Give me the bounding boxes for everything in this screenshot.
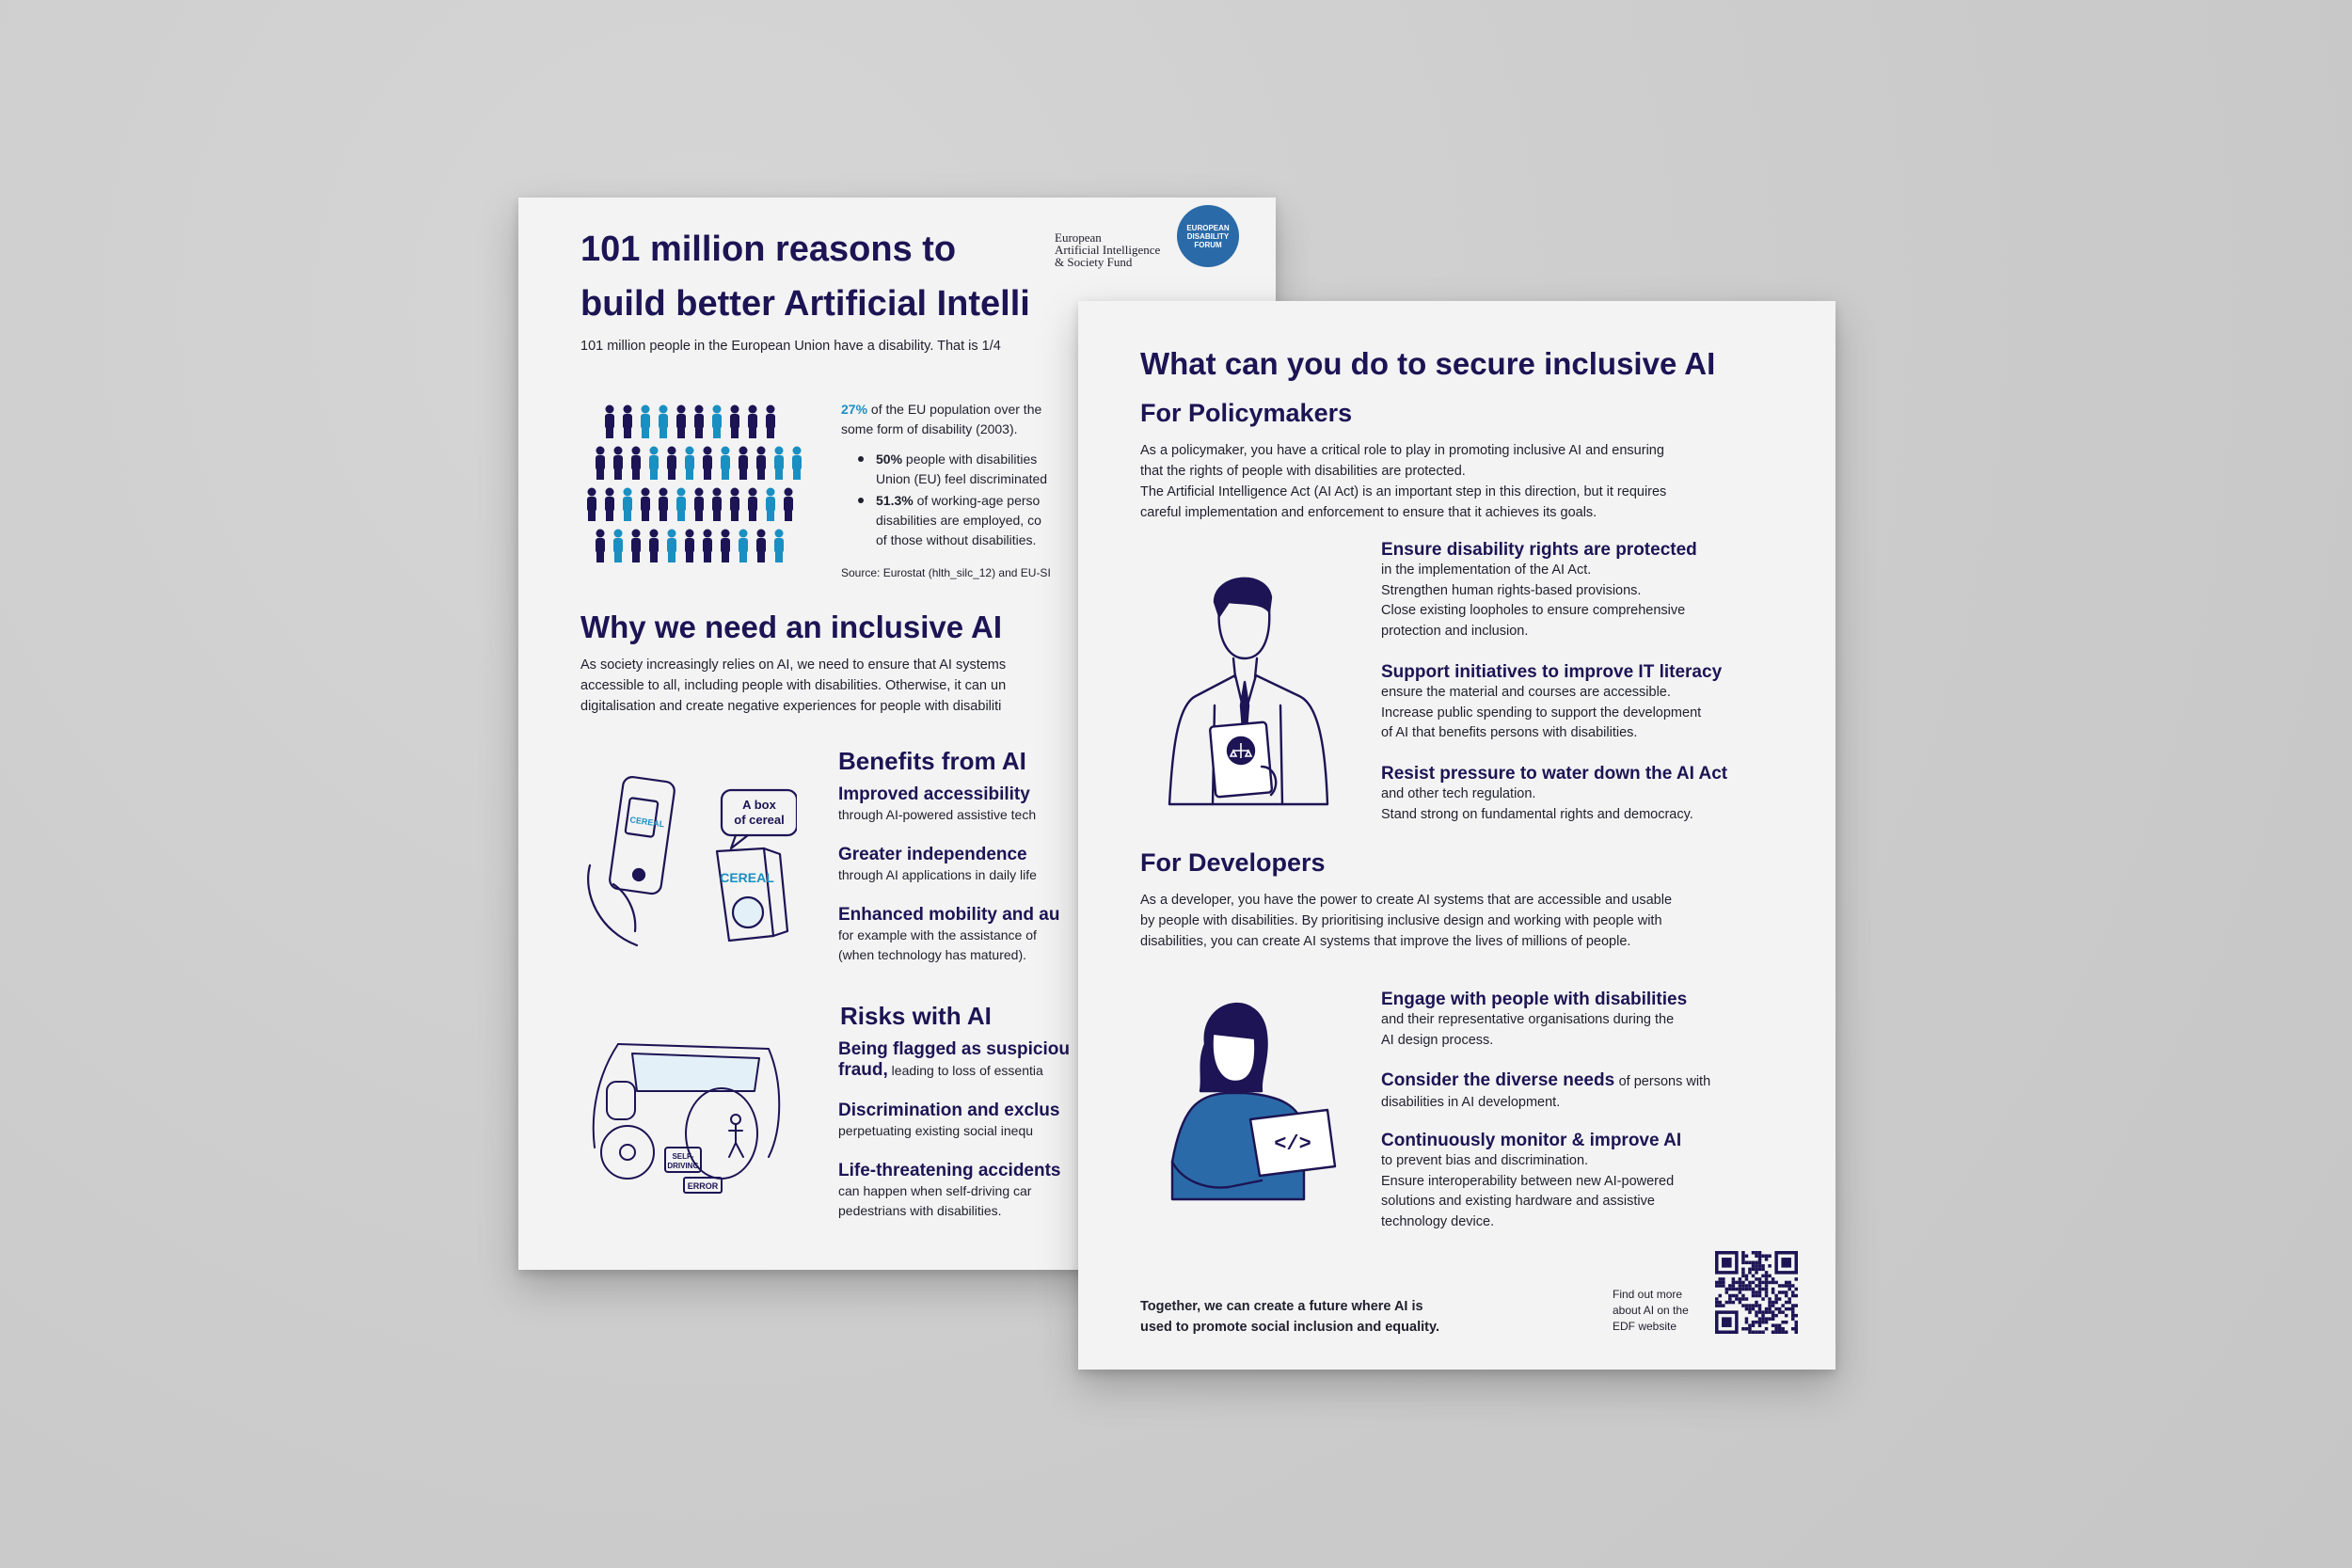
benefits-heading: Benefits from AI	[838, 747, 1026, 775]
person-icon	[748, 405, 757, 439]
risk-item	[838, 1161, 1061, 1221]
qr-code-icon[interactable]	[1715, 1251, 1798, 1334]
benefit-text: through AI-powered assistive tech	[838, 807, 1037, 822]
person-icon	[784, 488, 793, 522]
stat-bullet-51	[876, 491, 1041, 550]
dev-item-text: of persons with	[1618, 1074, 1711, 1089]
policy-item-text: Stand strong on fundamental rights and democracy.	[1381, 806, 1693, 822]
driving-label: DRIVING	[667, 1162, 699, 1170]
developers-heading: For Developers	[1140, 848, 1326, 877]
risk-title: Being flagged as suspiciou	[838, 1039, 1070, 1059]
policymaker-illustration	[1158, 564, 1346, 814]
risks-heading: Risks with AI	[840, 1002, 992, 1030]
stat-text: of the EU population over the	[870, 402, 1042, 417]
person-icon	[703, 530, 712, 563]
person-icon	[766, 488, 775, 522]
person-icon	[756, 447, 766, 481]
person-icon	[694, 405, 704, 439]
stat-value: 51.3%	[876, 493, 914, 508]
person-icon	[712, 488, 722, 522]
developers-paragraph	[1140, 890, 1799, 952]
policy-item-text: ensure the material and courses are accessible.	[1381, 685, 1671, 700]
back-title-line2: build better Artificial Intelli	[580, 284, 1030, 324]
dev-item-title: Engage with people with disabilities	[1381, 990, 1688, 1009]
ai-society-fund-logo	[1055, 231, 1160, 268]
box-cereal-label: CEREAL	[720, 870, 774, 885]
edf-logo-line: EUROPEAN	[1186, 224, 1230, 232]
edf-logo-line: FORUM	[1194, 241, 1222, 249]
person-icon	[685, 447, 694, 481]
benefit-text: through AI applications in daily life	[838, 867, 1037, 882]
stat-27-percent	[841, 400, 1041, 439]
risk-title: Life-threatening accidents	[838, 1161, 1061, 1180]
para-line: careful implementation and enforcement to ensure that it achieves its goals.	[1140, 505, 1597, 520]
policy-item-text: in the implementation of the AI Act.	[1381, 562, 1592, 578]
stat-text: of working-age perso	[916, 493, 1041, 508]
logo-line: Artificial Intelligence	[1055, 243, 1161, 257]
risk-title: Discrimination and exclus	[838, 1101, 1060, 1120]
person-icon	[587, 488, 596, 522]
policy-item-text: and other tech regulation.	[1381, 786, 1536, 801]
policy-item-resist	[1381, 764, 1727, 825]
para-line: As society increasingly relies on AI, we need to ensure that AI systems	[580, 657, 1007, 673]
self-label: SELF-	[672, 1152, 694, 1161]
para-line: disabilities, you can create AI systems that improve the lives of millions of people.	[1140, 934, 1631, 949]
person-icon	[792, 447, 802, 481]
dev-item-title: Continuously monitor & improve AI	[1381, 1131, 1682, 1150]
policy-item-text: Close existing loopholes to ensure comprehensive	[1381, 603, 1686, 618]
closing-statement	[1140, 1296, 1439, 1338]
dev-item-title: Consider the diverse needs	[1381, 1070, 1615, 1090]
bubble-line1: A box	[742, 798, 776, 812]
front-title: What can you do to secure inclusive AI	[1140, 346, 1716, 381]
person-icon	[774, 447, 784, 481]
para-line: digitalisation and create negative experiences for people with disabiliti	[580, 699, 1002, 714]
policy-item-title: Resist pressure to water down the AI Act	[1381, 764, 1728, 784]
qr-caption-line: EDF website	[1613, 1320, 1677, 1333]
bullet-dot	[858, 498, 864, 503]
stat-text: of those without disabilities.	[876, 532, 1037, 547]
person-icon	[667, 447, 676, 481]
person-icon	[623, 405, 632, 439]
person-icon	[649, 530, 659, 563]
policy-item-literacy	[1381, 662, 1722, 744]
policy-item-rights	[1381, 540, 1697, 641]
person-icon	[676, 405, 686, 439]
dev-item-text: disabilities in AI development.	[1381, 1094, 1561, 1110]
qr-caption	[1613, 1287, 1689, 1335]
risk-title: fraud,	[838, 1060, 888, 1080]
benefit-text: for example with the assistance of	[838, 927, 1037, 942]
person-icon	[667, 530, 676, 563]
stat-text: Union (EU) feel discriminated	[876, 471, 1048, 486]
person-icon	[659, 405, 668, 439]
developer-illustration	[1149, 988, 1356, 1204]
person-icon	[730, 488, 739, 522]
risk-text: perpetuating existing social inequ	[838, 1123, 1034, 1138]
edf-logo	[1177, 205, 1239, 267]
person-icon	[596, 447, 605, 481]
dev-item-text: and their representative organisations during the	[1381, 1012, 1675, 1027]
person-icon	[596, 530, 605, 563]
benefit-item	[838, 784, 1036, 825]
dev-item-engage	[1381, 990, 1687, 1051]
person-icon	[766, 405, 775, 439]
person-icon	[756, 530, 766, 563]
stat-text: disabilities are employed, co	[876, 513, 1041, 528]
para-line: that the rights of people with disabilities are protected.	[1140, 464, 1466, 479]
para-line: As a developer, you have the power to create AI systems that are accessible and usable	[1140, 893, 1673, 908]
person-icon	[631, 447, 641, 481]
dev-item-text: technology device.	[1381, 1213, 1495, 1229]
policy-item-title: Ensure disability rights are protected	[1381, 540, 1697, 560]
why-heading: Why we need an inclusive AI	[580, 610, 1003, 644]
person-icon	[641, 488, 650, 522]
policymakers-paragraph	[1140, 440, 1799, 523]
person-icon	[712, 405, 722, 439]
dev-item-text: Ensure interoperability between new AI-powered	[1381, 1173, 1675, 1189]
person-icon	[730, 405, 739, 439]
logo-line: European	[1055, 230, 1102, 245]
benefit-title: Enhanced mobility and au	[838, 905, 1060, 925]
stat-value: 50%	[876, 451, 903, 467]
para-line: The Artificial Intelligence Act (AI Act) is an important step in this direction, but it requires	[1140, 484, 1667, 499]
person-icon	[748, 488, 757, 522]
error-label: ERROR	[687, 1181, 719, 1191]
person-icon	[676, 488, 686, 522]
person-icon	[631, 530, 641, 563]
back-subtitle: 101 million people in the European Union have a disability. That is 1/4	[580, 339, 1001, 354]
person-icon	[721, 447, 730, 481]
qr-caption-line: about AI on the	[1613, 1304, 1689, 1317]
bullet-dot	[858, 456, 864, 462]
person-icon	[685, 530, 694, 563]
benefit-item	[838, 905, 1059, 965]
source-note: Source: Eurostat (hlth_silc_12) and EU-SI	[841, 566, 1051, 579]
closing-line: used to promote social inclusion and equality.	[1140, 1320, 1439, 1335]
dev-item-text: solutions and existing hardware and assistive	[1381, 1194, 1655, 1209]
policy-item-text: of AI that benefits persons with disabilities.	[1381, 725, 1638, 740]
person-icon	[659, 488, 668, 522]
person-icon	[703, 447, 712, 481]
person-icon	[641, 405, 650, 439]
phone-cereal-label: CEREAL	[628, 815, 665, 830]
person-icon	[613, 447, 623, 481]
risk-item	[838, 1101, 1059, 1141]
risk-text: leading to loss of essentia	[891, 1063, 1043, 1078]
back-title-line1: 101 million reasons to	[580, 230, 957, 269]
person-icon	[613, 530, 623, 563]
policy-item-text: Strengthen human rights-based provisions.	[1381, 582, 1642, 598]
dev-item-text: AI design process.	[1381, 1032, 1494, 1048]
benefit-item	[838, 845, 1037, 885]
para-line: As a policymaker, you have a critical role to play in promoting inclusive AI and ensuring	[1140, 443, 1664, 458]
person-icon	[721, 530, 730, 563]
person-icon	[774, 530, 784, 563]
crowd-illustration	[580, 390, 806, 569]
benefit-title: Improved accessibility	[838, 784, 1030, 804]
edf-logo-line: DISABILITY	[1186, 232, 1230, 241]
stat-value: 27%	[841, 402, 868, 417]
qr-caption-line: Find out more	[1613, 1288, 1683, 1301]
person-icon	[739, 530, 748, 563]
bubble-line2: of cereal	[734, 813, 785, 827]
person-icon	[649, 447, 659, 481]
risk-text: can happen when self-driving car	[838, 1183, 1032, 1198]
policymakers-heading: For Policymakers	[1140, 399, 1353, 427]
stat-text: people with disabilities	[905, 451, 1038, 467]
phone-cereal-illustration	[580, 771, 797, 950]
person-icon	[739, 447, 748, 481]
dev-item-needs	[1381, 1070, 1710, 1113]
why-paragraph	[580, 655, 1006, 717]
person-icon	[605, 405, 614, 439]
policy-item-text: Increase public spending to support the development	[1381, 705, 1702, 721]
person-icon	[605, 488, 614, 522]
benefit-title: Greater independence	[838, 845, 1027, 864]
front-flyer-page	[1078, 301, 1836, 1370]
logo-line: & Society Fund	[1055, 255, 1133, 269]
code-symbol: </>	[1274, 1132, 1311, 1156]
risk-item	[838, 1039, 1070, 1081]
closing-line: Together, we can create a future where AI is	[1140, 1299, 1423, 1314]
stat-text: some form of disability (2003).	[841, 421, 1018, 436]
person-icon	[623, 488, 632, 522]
self-driving-car-illustration	[580, 1025, 797, 1195]
dev-item-text: to prevent bias and discrimination.	[1381, 1153, 1589, 1168]
para-line: accessible to all, including people with disabilities. Otherwise, it can un	[580, 678, 1007, 693]
benefit-text: (when technology has matured).	[838, 947, 1026, 962]
risk-text: pedestrians with disabilities.	[838, 1203, 1002, 1218]
dev-item-monitor	[1381, 1131, 1681, 1232]
stat-bullet-50	[876, 450, 1047, 489]
person-icon	[694, 488, 704, 522]
policy-item-title: Support initiatives to improve IT literacy	[1381, 662, 1723, 682]
policy-item-text: protection and inclusion.	[1381, 623, 1529, 639]
para-line: by people with disabilities. By prioritising inclusive design and working with people with	[1140, 913, 1662, 928]
